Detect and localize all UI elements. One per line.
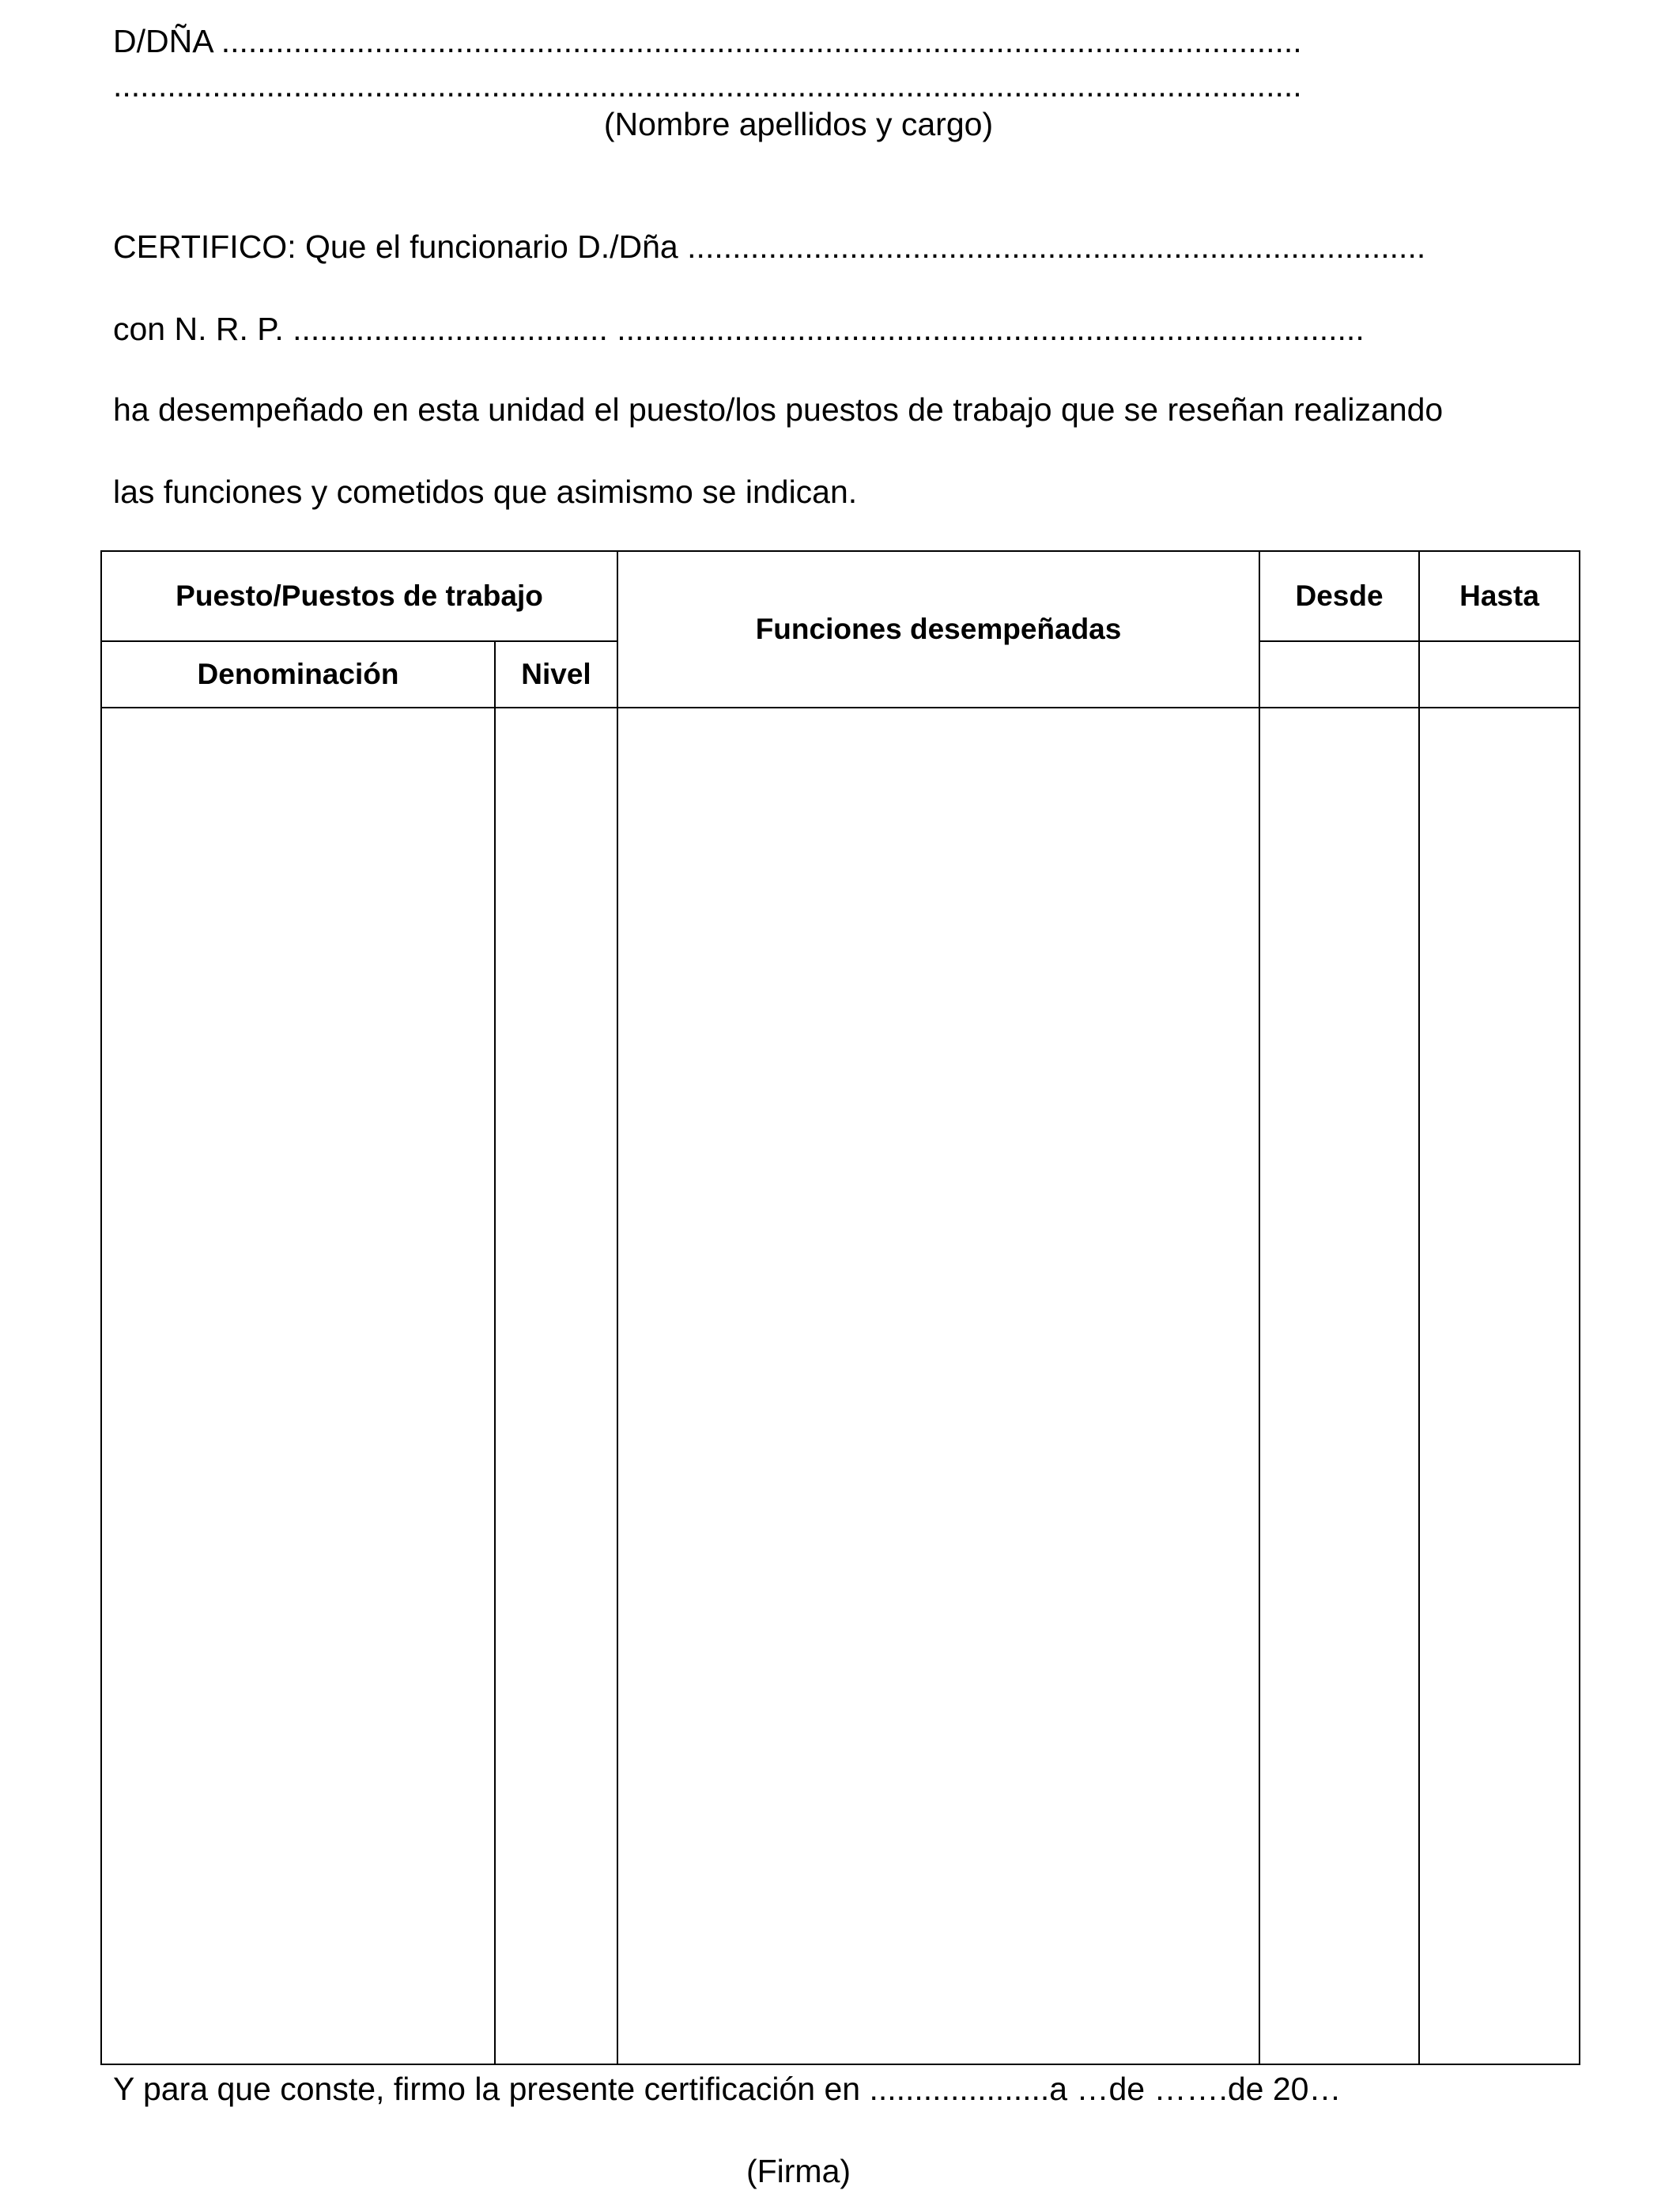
paragraph-line-1: ha desempeñado en esta unidad el puesto/los puestos de trabajo que se reseñan realizando (113, 391, 1444, 428)
denominacion-cell[interactable] (101, 708, 495, 2064)
closing-text: Y para que conste, firmo la presente certificación en (113, 2071, 870, 2107)
place-fill-dots: .................... (869, 2071, 1050, 2107)
funciones-header: Funciones desempeñadas (617, 551, 1259, 708)
closing-line (113, 2073, 1341, 2105)
nrp-label: con N. R. P. (113, 311, 284, 347)
certifico-line (113, 228, 1426, 265)
date-fill: a …de …….de 20… (1049, 2071, 1342, 2107)
name-line-continuation (113, 67, 1302, 104)
funciones-cell[interactable] (617, 708, 1259, 2064)
hasta-subheader-cell (1419, 641, 1580, 708)
nrp-fill-dots-a: ................................... (293, 311, 608, 347)
desde-header: Desde (1259, 551, 1419, 641)
desde-subheader-cell (1259, 641, 1419, 708)
name-continuation-dots: .................................................................................................................................... (113, 67, 1302, 104)
paragraph-line-2: las funciones y cometidos que asimismo se indican. (113, 474, 858, 510)
puestos-group-header: Puesto/Puestos de trabajo (101, 551, 617, 641)
signature-label: (Firma) (746, 2153, 851, 2189)
desde-cell[interactable] (1259, 708, 1419, 2064)
certifico-text: CERTIFICO: Que el funcionario D./Dña (113, 228, 678, 265)
name-fill-dots: ........................................................................................................................ (221, 23, 1302, 59)
denominacion-header: Denominación (101, 641, 495, 708)
hasta-header: Hasta (1419, 551, 1580, 641)
name-caption: (Nombre apellidos y cargo) (603, 106, 994, 142)
nrp-fill-dots-b: ................................................................................... (617, 311, 1365, 347)
dna-label: D/DÑA (113, 23, 213, 59)
hasta-cell[interactable] (1419, 708, 1580, 2064)
name-line (113, 25, 1302, 58)
funcionario-fill-dots: .................................................................................. (687, 228, 1426, 265)
nivel-cell[interactable] (495, 708, 617, 2064)
nrp-line (113, 313, 1365, 346)
nivel-header: Nivel (495, 641, 617, 708)
positions-table (100, 550, 1580, 2065)
